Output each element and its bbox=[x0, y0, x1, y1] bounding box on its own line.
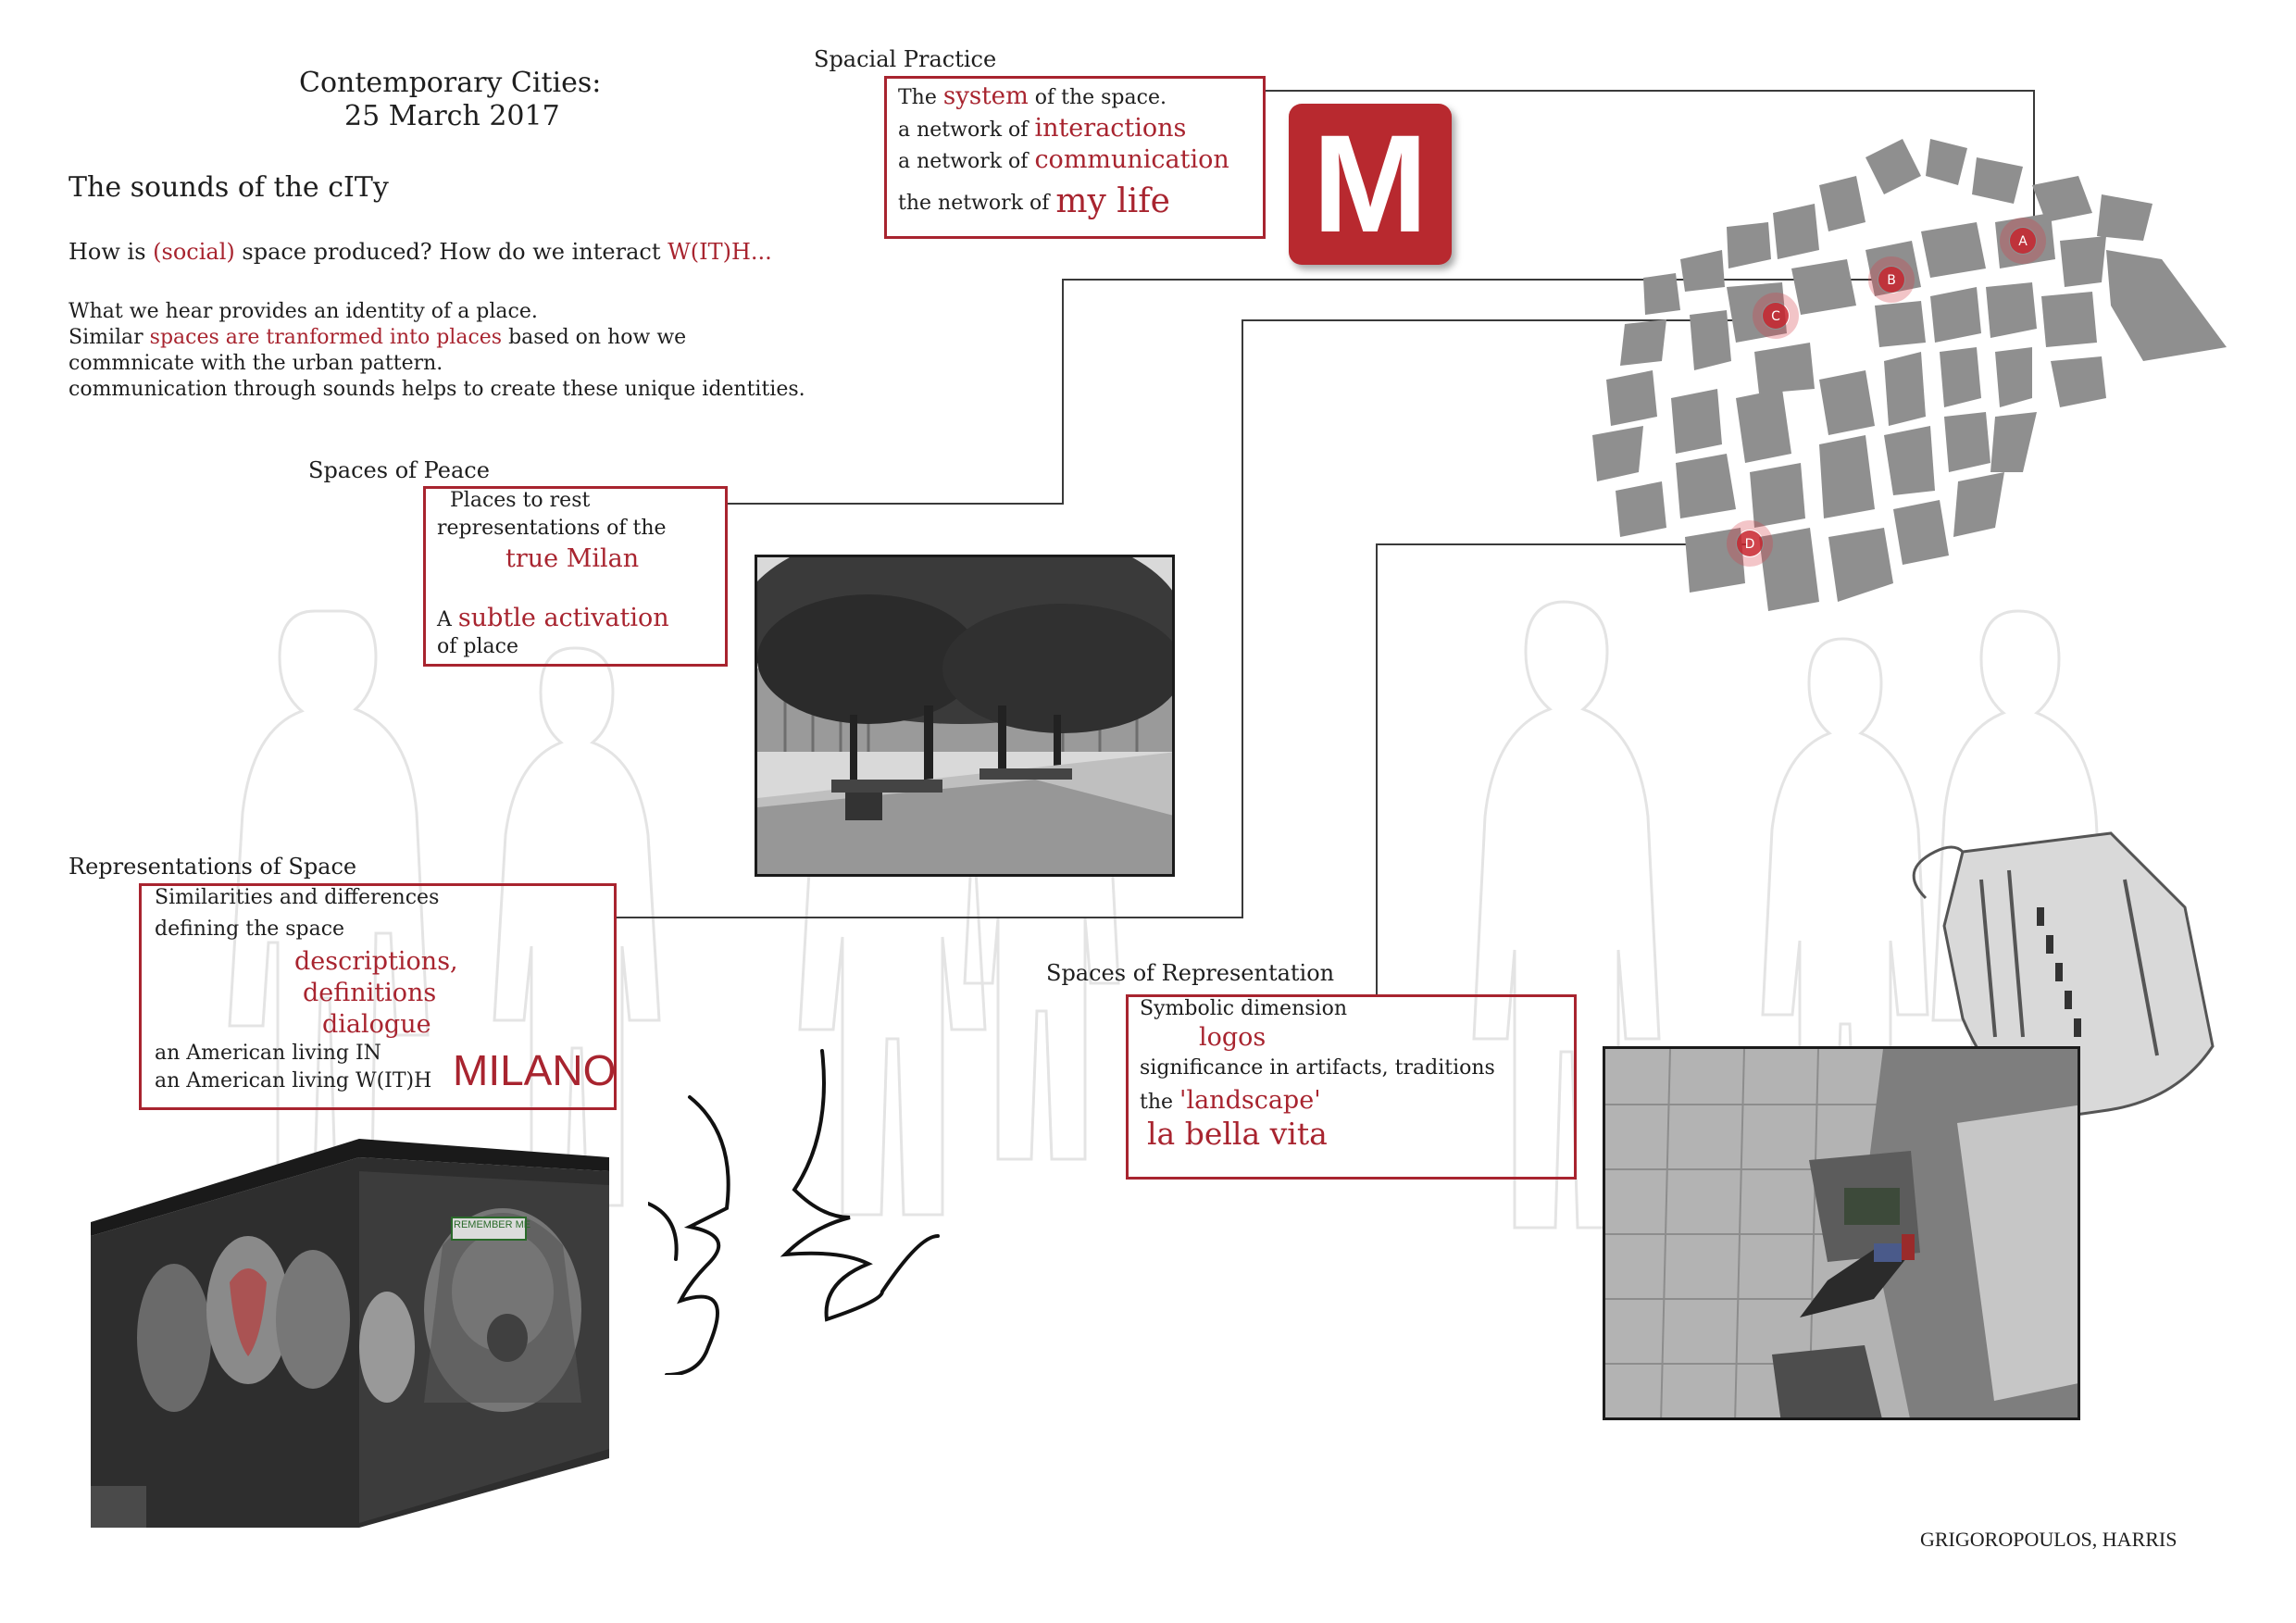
sor-l4-landscape: 'landscape' bbox=[1179, 1086, 1321, 1115]
spaces-of-representation-label: Spaces of Representation bbox=[1046, 960, 1335, 986]
spaces-of-peace-label: Spaces of Peace bbox=[308, 457, 490, 483]
peace-line-2: representations of the bbox=[437, 517, 667, 540]
peace-l4-subtle-activation: subtle activation bbox=[457, 604, 669, 632]
title-line-2: 25 March 2017 bbox=[344, 100, 560, 132]
sor-l4-a: the bbox=[1140, 1091, 1180, 1114]
representations-of-space-label: Representations of Space bbox=[69, 854, 357, 880]
mural-photo-illustration bbox=[91, 1134, 609, 1528]
street-musician-illustration bbox=[1605, 1049, 2080, 1420]
footer-authors: GRIGOROPOULOS, HARRIS bbox=[1920, 1528, 2177, 1551]
ros-line-6: an American living IN bbox=[155, 1042, 381, 1065]
map-marker-c: C bbox=[1771, 309, 1780, 324]
map-marker-b: B bbox=[1887, 273, 1896, 288]
milan-city-map bbox=[1588, 120, 2236, 620]
intro-p2-highlight: spaces are tranformed into places bbox=[149, 326, 503, 349]
sor-line-3: significance in artifacts, traditions bbox=[1140, 1056, 1495, 1080]
sp-line-1 bbox=[898, 82, 1167, 110]
sp-l4-a: the network of bbox=[898, 192, 1056, 215]
intro-paragraph-2 bbox=[69, 326, 686, 349]
peace-line-3-true-milan: true Milan bbox=[505, 544, 640, 573]
spaces-of-representation-box bbox=[1126, 994, 1577, 1180]
sp-l3-communication: communication bbox=[1034, 145, 1229, 174]
intro-question-social: (social) bbox=[153, 239, 235, 265]
park-photo-illustration bbox=[757, 557, 1175, 877]
ros-line-4-definitions: definitions bbox=[303, 979, 437, 1007]
peace-line-4 bbox=[437, 604, 669, 632]
intro-paragraph-4: communication through sounds helps to create these unique identities. bbox=[69, 378, 805, 401]
sor-line-5-la-bella-vita: la bella vita bbox=[1147, 1116, 1328, 1152]
intro-paragraph-1: What we hear provides an identity of a place. bbox=[69, 300, 538, 323]
sp-l2-a: a network of bbox=[898, 119, 1035, 142]
ros-line-3-descriptions: descriptions, bbox=[294, 947, 458, 976]
intro-p2-c: based on how we bbox=[502, 326, 687, 349]
intro-question-a: How is bbox=[69, 239, 154, 265]
peace-l4-a: A bbox=[437, 608, 458, 631]
mural-photo bbox=[91, 1134, 609, 1528]
intro-heading: The sounds of the cITy bbox=[69, 171, 389, 204]
ros-line-7: an American living W(IT)H bbox=[155, 1069, 432, 1092]
sp-l4-my-life: my life bbox=[1055, 182, 1170, 220]
sp-l3-a: a network of bbox=[898, 150, 1035, 173]
sp-line-3 bbox=[898, 145, 1229, 174]
sor-line-4 bbox=[1140, 1086, 1321, 1115]
ros-line-2: defining the space bbox=[155, 918, 345, 941]
park-photo bbox=[755, 555, 1175, 877]
sp-l1-a: The bbox=[898, 86, 943, 109]
peace-line-1: Places to rest bbox=[450, 489, 591, 512]
mural-sign-text: REMEMBER ME bbox=[454, 1219, 531, 1230]
title-line-1: Contemporary Cities: bbox=[299, 67, 602, 99]
metro-logo bbox=[1289, 104, 1452, 265]
street-musician-photo bbox=[1603, 1046, 2080, 1420]
intro-paragraph-3: commnicate with the urban pattern. bbox=[69, 352, 443, 375]
sor-line-2-logos: logos bbox=[1199, 1023, 1267, 1052]
representations-of-space-box bbox=[139, 883, 617, 1110]
intro-question bbox=[69, 239, 772, 265]
intro-question-with: W(IT)H... bbox=[668, 239, 772, 265]
ros-line-1: Similarities and differences bbox=[155, 886, 440, 909]
peace-line-5: of place bbox=[437, 635, 518, 658]
spacial-practice-box bbox=[884, 76, 1266, 239]
metro-logo-letter: M bbox=[1312, 106, 1429, 261]
spacial-practice-label: Spacial Practice bbox=[814, 46, 997, 72]
sor-line-1: Symbolic dimension bbox=[1140, 997, 1347, 1020]
map-marker-a: A bbox=[2018, 234, 2028, 249]
sp-line-4 bbox=[898, 182, 1170, 220]
ros-line-8-milano: MILANO bbox=[453, 1046, 617, 1094]
intro-question-c: space produced? How do we interact bbox=[234, 239, 668, 265]
ros-line-5-dialogue: dialogue bbox=[322, 1010, 431, 1039]
sp-l1-system: system bbox=[942, 82, 1029, 110]
sp-l1-c: of the space. bbox=[1028, 86, 1167, 109]
spaces-of-peace-box bbox=[423, 486, 728, 667]
intro-p2-a: Similar bbox=[69, 326, 150, 349]
sp-line-2 bbox=[898, 114, 1186, 143]
map-marker-d: D bbox=[1744, 537, 1755, 552]
face-profiles-sketch bbox=[648, 1042, 954, 1375]
sp-l2-interactions: interactions bbox=[1034, 114, 1187, 143]
